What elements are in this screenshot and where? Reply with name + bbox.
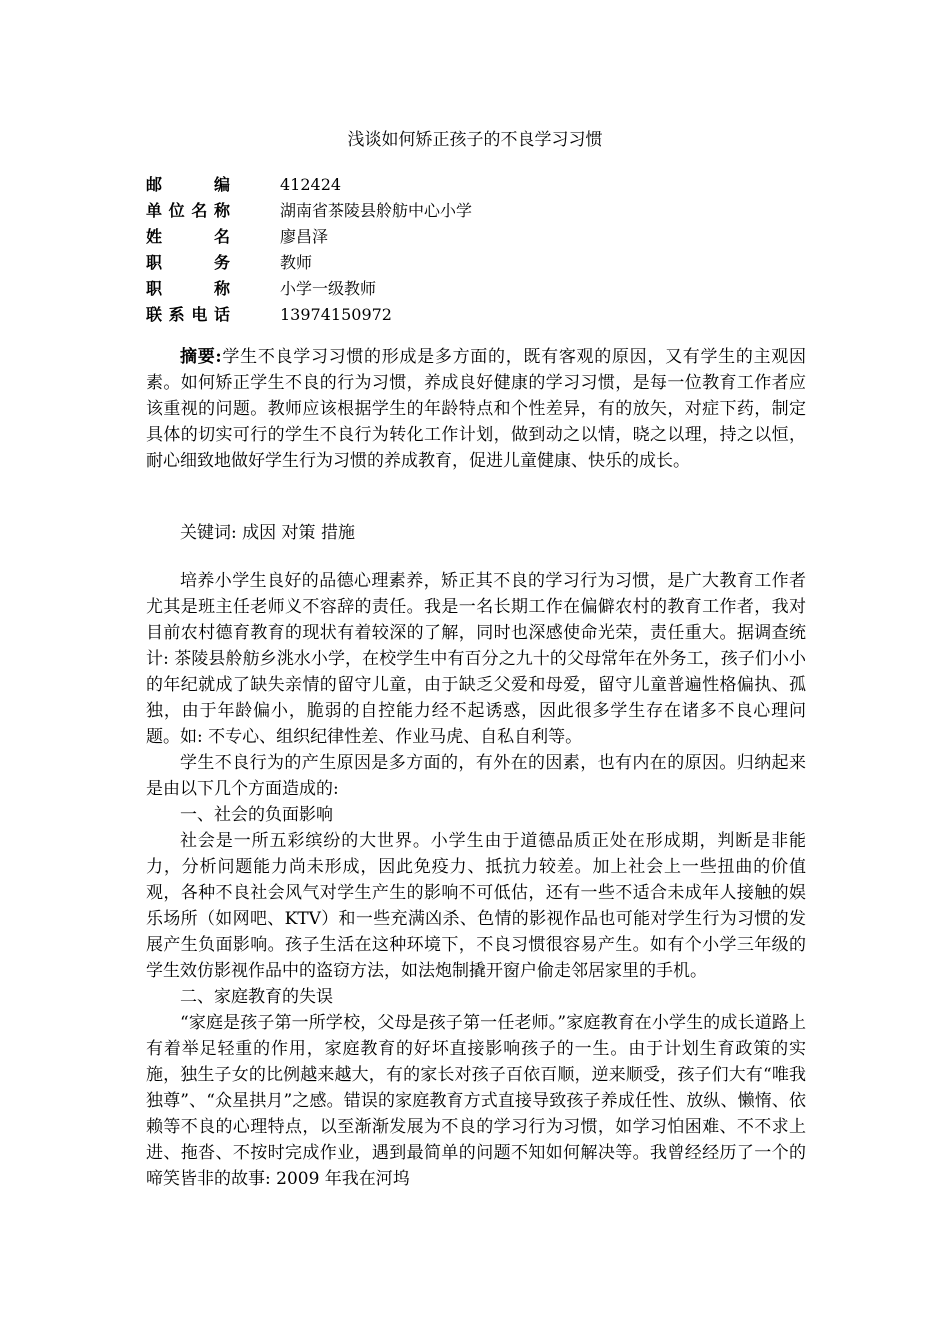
body-paragraph: 社会是一所五彩缤纷的大世界。小学生由于道德品质正处在形成期，判断是非能力，分析问题能力尚未形成，因此免疫力、抵抗力较差。加上社会上一些扭曲的价值观，各种不良社会风气对学生产生的影响不可低估，还有一些不适合未成年人接触的娱乐场所（如网吧、KTV）和一些充满凶杀、色情的影视作品也可能对学生行为习惯的发展产生负面影响。孩子生活在这种环境下，不良习惯很容易产生。如有个小学三年级的学生效仿影视作品中的盗窃方法，如法炮制撬开窗户偷走邻居家里的手机。 <box>146 831 806 981</box>
info-value: 13974150972 <box>280 305 392 324</box>
abstract-text: 学生不良学习习惯的形成是多方面的，既有客观的原因，又有学生的主观因素。如何矫正学生不良的行为习惯，养成良好健康的学习习惯，是每一位教育工作者应该重视的问题。教师应该根据学生的年龄特点和个性差异，有的放矢，对症下药，制定具体的切实可行的学生不良行为转化工作计划，做到动之以情，晓之以理，持之以恒，耐心细致地做好学生行为习惯的养成教育，促进儿童健康、快乐的成长。 <box>146 347 807 471</box>
info-row-name <box>146 224 472 250</box>
abstract-paragraph <box>146 344 806 474</box>
info-row-position <box>146 250 472 276</box>
info-value: 廖昌泽 <box>280 227 329 246</box>
main-body <box>146 568 806 1192</box>
info-value: 湖南省茶陵县舲舫中心小学 <box>280 201 473 220</box>
info-value: 教师 <box>280 253 313 272</box>
info-label: 邮编 <box>146 175 230 194</box>
info-row-title <box>146 276 472 302</box>
info-label: 职务 <box>146 253 230 272</box>
info-row-phone <box>146 302 472 328</box>
info-label: 联系电话 <box>146 305 230 324</box>
info-label: 职称 <box>146 279 230 298</box>
keywords-line: 关键词: 成因 对策 措施 <box>180 523 355 543</box>
section-heading: 一、社会的负面影响 <box>180 805 333 825</box>
info-value: 小学一级教师 <box>280 279 377 298</box>
keywords-section <box>146 520 806 546</box>
author-info-block <box>146 172 472 328</box>
document-title: 浅谈如何矫正孩子的不良学习习惯 <box>347 130 603 150</box>
info-value: 412424 <box>280 175 342 194</box>
info-row-postcode <box>146 172 472 198</box>
section-heading: 二、家庭教育的失误 <box>180 987 333 1007</box>
info-row-organization <box>146 198 472 224</box>
info-label: 单位名称 <box>146 201 230 220</box>
abstract-section <box>146 344 806 474</box>
info-label: 姓名 <box>146 227 230 246</box>
body-paragraph: “家庭是孩子第一所学校，父母是孩子第一任老师。”家庭教育在小学生的成长道路上有着举足轻重的作用，家庭教育的好坏直接影响孩子的一生。由于计划生育政策的实施，独生子女的比例越来越大，有的家长对孩子百依百顺，逆来顺受，孩子们大有“唯我独尊”、“众星拱月”之感。错误的家庭教育方式直接导致孩子养成任性、放纵、懒惰、依赖等不良的心理特点，以至渐渐发展为不良的学习行为习惯，如学习怕困难、不不求上进、拖沓、不按时完成作业，遇到最简单的问题不知如何解决等。我曾经经历了一个的啼笑皆非的故事: 2009 年我在河坞 <box>146 1013 806 1189</box>
abstract-label: 摘要: <box>180 347 222 367</box>
body-paragraph: 培养小学生良好的品德心理素养，矫正其不良的学习行为习惯，是广大教育工作者尤其是班主任老师义不容辞的责任。我是一名长期工作在偏僻农村的教育工作者，我对目前农村德育教育的现状有着较深的了解，同时也深感使命光荣，责任重大。据调查统计: 茶陵县舲舫乡洮水小学，在校学生中有百分之九十的父母常年在外务工，孩子们小小的年纪就成了缺失亲情的留守儿童，由于缺乏父爱和母爱，留守儿童普遍性格偏执、孤独，由于年龄偏小，脆弱的自控能力经不起诱惑，因此很多学生存在诸多不良心理问题。如: 不专心、组织纪律性差、作业马虎、自私自利等。 <box>146 571 806 747</box>
body-paragraph: 学生不良行为的产生原因是多方面的，有外在的因素，也有内在的原因。归纳起来是由以下几个方面造成的: <box>146 753 806 799</box>
